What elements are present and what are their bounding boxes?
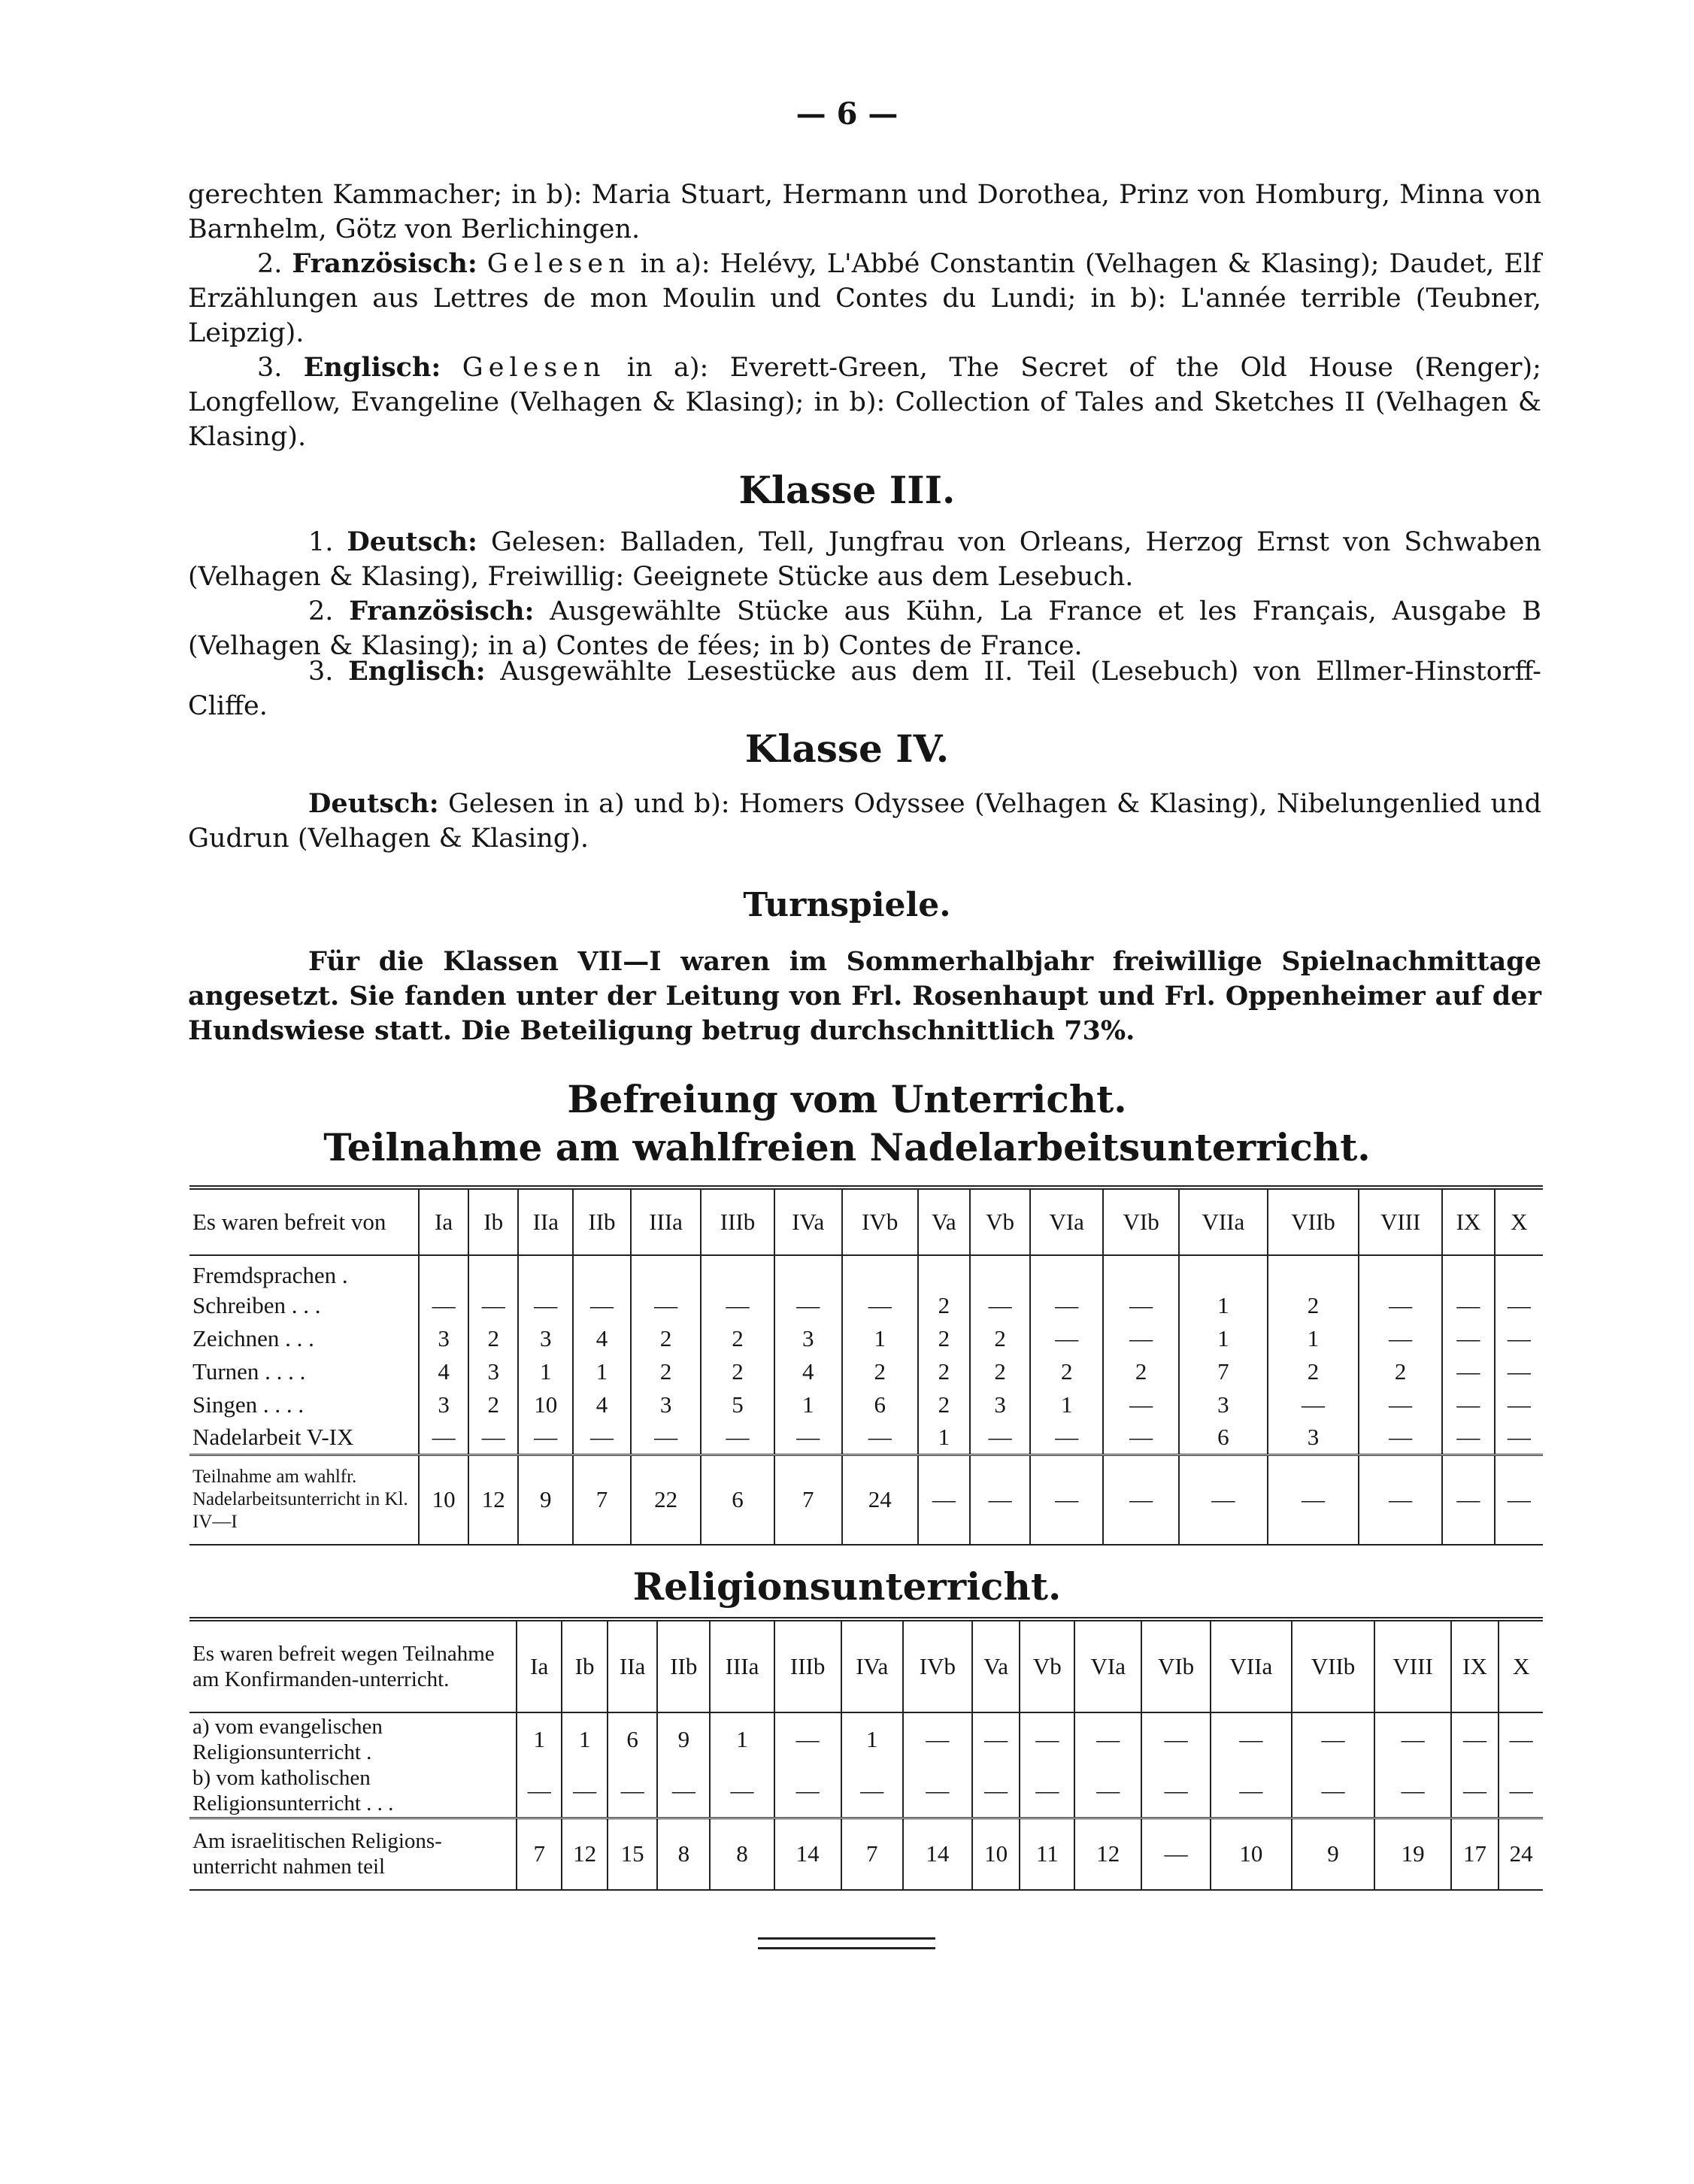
column-header: VIa bbox=[1030, 1188, 1103, 1255]
table-cell: 2 bbox=[970, 1322, 1030, 1355]
column-header: X bbox=[1499, 1619, 1543, 1712]
item-number: 2. bbox=[308, 596, 334, 626]
column-header: Ia bbox=[419, 1188, 468, 1255]
table-cell: — bbox=[518, 1421, 573, 1454]
table-cell: 2 bbox=[631, 1355, 702, 1388]
item-number: 3. bbox=[257, 353, 283, 383]
teilnahme-heading: Teilnahme am wahlfreien Nadelarbeitsunterricht. bbox=[323, 1125, 1371, 1169]
table-corner-label: Es waren befreit von bbox=[192, 1209, 386, 1235]
subject-label: Englisch: bbox=[348, 656, 486, 687]
table-cell: — bbox=[1442, 1322, 1495, 1355]
item-number: 1. bbox=[308, 527, 334, 557]
table-row bbox=[189, 1421, 1543, 1454]
table-cell: 19 bbox=[1374, 1818, 1450, 1890]
table-cell: — bbox=[1374, 1765, 1450, 1818]
table-cell: — bbox=[774, 1765, 841, 1818]
paragraph-text: in a): Everett-Green, The Secret of the Old House (Renger); Longfellow, Evangeline (Velhagen & Klasing); in b): Collection of Tales and Sketches II (Velhagen & Klasing). bbox=[188, 353, 1541, 452]
table-cell bbox=[1442, 1255, 1495, 1289]
table-cell: 2 bbox=[631, 1322, 702, 1355]
table-cell: 9 bbox=[657, 1712, 710, 1765]
table-cell bbox=[419, 1255, 468, 1289]
table-cell: 14 bbox=[903, 1818, 972, 1890]
table-cell: 10 bbox=[1211, 1818, 1292, 1890]
table-cell: — bbox=[1442, 1421, 1495, 1454]
table-cell: 10 bbox=[419, 1454, 468, 1545]
table-cell: — bbox=[1141, 1765, 1211, 1818]
row-label: Zeichnen . . . bbox=[192, 1325, 314, 1351]
paragraph-franzoesisch bbox=[188, 247, 1541, 350]
table-cell: — bbox=[1495, 1322, 1543, 1355]
table-cell: 2 bbox=[1268, 1289, 1359, 1322]
table-cell: — bbox=[701, 1289, 774, 1322]
row-label: Nadelarbeit V-IX bbox=[192, 1424, 354, 1451]
column-header: IIb bbox=[657, 1619, 710, 1712]
table-cell: 5 bbox=[701, 1388, 774, 1421]
table-cell: — bbox=[1495, 1421, 1543, 1454]
column-header: VIb bbox=[1103, 1188, 1179, 1255]
table-cell: — bbox=[1020, 1765, 1074, 1818]
table-cell: — bbox=[1359, 1421, 1442, 1454]
column-header: VIII bbox=[1374, 1619, 1450, 1712]
table-cell: 6 bbox=[608, 1712, 658, 1765]
column-header: IIa bbox=[608, 1619, 658, 1712]
table-cell: — bbox=[774, 1421, 842, 1454]
table-cell: — bbox=[1442, 1388, 1495, 1421]
table-cell: — bbox=[1292, 1765, 1375, 1818]
table-cell: 10 bbox=[972, 1818, 1020, 1890]
row-label: a) vom evangelischen Religionsunterricht . bbox=[192, 1714, 383, 1764]
table-cell: — bbox=[710, 1765, 774, 1818]
table-cell: 24 bbox=[1499, 1818, 1543, 1890]
table-cell: — bbox=[970, 1421, 1030, 1454]
item-number: 2. bbox=[257, 249, 283, 279]
table-cell: — bbox=[1495, 1355, 1543, 1388]
paragraph-k3-englisch bbox=[188, 654, 1541, 723]
table-cell: 11 bbox=[1020, 1818, 1074, 1890]
row-label: Teilnahme am wahlfr. Nadelarbeitsunterricht in Kl. IV—I bbox=[192, 1467, 408, 1533]
table-cell: — bbox=[1074, 1765, 1141, 1818]
table-cell: 6 bbox=[701, 1454, 774, 1545]
table-row bbox=[189, 1255, 1543, 1289]
table-cell: — bbox=[573, 1421, 630, 1454]
table-cell: 2 bbox=[1030, 1355, 1103, 1388]
table-cell: 1 bbox=[1179, 1289, 1268, 1322]
column-header: Vb bbox=[1020, 1619, 1074, 1712]
table-row-total bbox=[189, 1454, 1543, 1545]
column-header: VIb bbox=[1141, 1619, 1211, 1712]
table-cell: 2 bbox=[1103, 1355, 1179, 1388]
table-cell: — bbox=[419, 1289, 468, 1322]
table-cell: — bbox=[970, 1454, 1030, 1545]
table-cell: — bbox=[631, 1289, 702, 1322]
table-cell: 3 bbox=[419, 1388, 468, 1421]
table-cell: 3 bbox=[631, 1388, 702, 1421]
column-header: VIIa bbox=[1211, 1619, 1292, 1712]
table-cell: — bbox=[1103, 1388, 1179, 1421]
subject-label: Deutsch: bbox=[308, 788, 439, 819]
table-cell: — bbox=[468, 1289, 518, 1322]
table-cell: — bbox=[631, 1421, 702, 1454]
table-cell: 8 bbox=[710, 1818, 774, 1890]
table-cell bbox=[573, 1255, 630, 1289]
column-header: X bbox=[1495, 1188, 1543, 1255]
table-cell bbox=[518, 1255, 573, 1289]
table-cell bbox=[918, 1255, 971, 1289]
table-cell: 2 bbox=[918, 1355, 971, 1388]
column-header: IIa bbox=[518, 1188, 573, 1255]
table-cell: 14 bbox=[774, 1818, 841, 1890]
table-cell: 7 bbox=[841, 1818, 903, 1890]
table-row bbox=[189, 1355, 1543, 1388]
table-cell: — bbox=[918, 1454, 971, 1545]
table-cell: — bbox=[573, 1289, 630, 1322]
table-cell: 7 bbox=[774, 1454, 842, 1545]
table-cell: — bbox=[419, 1421, 468, 1454]
table-cell: 3 bbox=[774, 1322, 842, 1355]
table-cell: 2 bbox=[1359, 1355, 1442, 1388]
table-cell: 3 bbox=[468, 1355, 518, 1388]
religion-table bbox=[189, 1617, 1543, 1891]
read-label: Gelesen bbox=[462, 353, 606, 383]
row-label: b) vom katholischen Religionsunterricht . . . bbox=[192, 1766, 394, 1816]
table-cell bbox=[701, 1255, 774, 1289]
table-cell bbox=[1030, 1255, 1103, 1289]
table-cell: — bbox=[1141, 1712, 1211, 1765]
table-cell: — bbox=[842, 1421, 918, 1454]
column-header: Ia bbox=[517, 1619, 562, 1712]
table-cell: 6 bbox=[842, 1388, 918, 1421]
paragraph-k4-deutsch bbox=[188, 787, 1541, 856]
table-cell: — bbox=[562, 1765, 607, 1818]
table-cell: — bbox=[518, 1289, 573, 1322]
table-cell: — bbox=[1292, 1712, 1375, 1765]
table-cell: — bbox=[608, 1765, 658, 1818]
column-header: IIIa bbox=[710, 1619, 774, 1712]
table-cell: — bbox=[1359, 1388, 1442, 1421]
subject-label: Französisch: bbox=[292, 248, 477, 279]
column-header: Vb bbox=[970, 1188, 1030, 1255]
table-cell: 9 bbox=[518, 1454, 573, 1545]
table-cell: 2 bbox=[970, 1355, 1030, 1388]
table-cell: 1 bbox=[562, 1712, 607, 1765]
table-cell: — bbox=[1499, 1712, 1543, 1765]
table-cell: 1 bbox=[1268, 1322, 1359, 1355]
turnspiele-heading: Turnspiele. bbox=[743, 886, 951, 924]
table-cell: 4 bbox=[573, 1388, 630, 1421]
table-cell: — bbox=[1103, 1289, 1179, 1322]
table-cell: — bbox=[1020, 1712, 1074, 1765]
table-cell: 2 bbox=[468, 1322, 518, 1355]
column-header: IIIa bbox=[631, 1188, 702, 1255]
table-cell: 1 bbox=[710, 1712, 774, 1765]
table-cell: — bbox=[774, 1289, 842, 1322]
row-label: Am israelitischen Religions-unterricht nahmen teil bbox=[192, 1829, 442, 1879]
table-cell: 1 bbox=[1030, 1388, 1103, 1421]
table-cell: — bbox=[1211, 1712, 1292, 1765]
table-cell: 12 bbox=[468, 1454, 518, 1545]
table-cell: 2 bbox=[468, 1388, 518, 1421]
table-cell: — bbox=[1103, 1322, 1179, 1355]
column-header: IIIb bbox=[701, 1188, 774, 1255]
table-cell: — bbox=[701, 1421, 774, 1454]
paragraph-turnspiele bbox=[188, 945, 1541, 1048]
column-header: VIII bbox=[1359, 1188, 1442, 1255]
read-label: Gelesen bbox=[486, 249, 631, 279]
table-cell: — bbox=[903, 1765, 972, 1818]
table-cell: 15 bbox=[608, 1818, 658, 1890]
table-row bbox=[189, 1388, 1543, 1421]
column-header: IVb bbox=[903, 1619, 972, 1712]
table-cell: — bbox=[1030, 1454, 1103, 1545]
paragraph-text: Gelesen: Balladen, Tell, Jungfrau von Orleans, Herzog Ernst von Schwaben (Velhagen & Klasing), Freiwillig: Geeignete Stücke aus dem Lesebuch. bbox=[188, 527, 1541, 592]
table-cell: 6 bbox=[1179, 1421, 1268, 1454]
table-cell: — bbox=[1374, 1712, 1450, 1765]
paragraph-englisch bbox=[188, 350, 1541, 454]
subject-label: Englisch: bbox=[303, 352, 441, 383]
table-cell: — bbox=[1030, 1421, 1103, 1454]
table-row bbox=[189, 1289, 1543, 1322]
column-header: IIIb bbox=[774, 1619, 841, 1712]
column-header: Va bbox=[972, 1619, 1020, 1712]
row-label: Turnen . . . . bbox=[192, 1358, 306, 1385]
table-row bbox=[189, 1322, 1543, 1355]
table-cell: 1 bbox=[774, 1388, 842, 1421]
table-cell: 4 bbox=[573, 1322, 630, 1355]
paragraph-text: Ausgewählte Lesestücke aus dem II. Teil (Lesebuch) von Ellmer-Hinstorff-Cliffe. bbox=[188, 657, 1541, 721]
column-header: IVa bbox=[841, 1619, 903, 1712]
table-cell: — bbox=[1359, 1322, 1442, 1355]
table-cell bbox=[1495, 1255, 1543, 1289]
table-cell: 1 bbox=[573, 1355, 630, 1388]
table-cell: — bbox=[1074, 1712, 1141, 1765]
row-label: Singen . . . . bbox=[192, 1391, 305, 1418]
table-cell: — bbox=[1359, 1289, 1442, 1322]
klasse-3-heading: Klasse III. bbox=[738, 468, 956, 512]
table-cell: 7 bbox=[1179, 1355, 1268, 1388]
table-cell: 1 bbox=[842, 1322, 918, 1355]
table-cell: 1 bbox=[841, 1712, 903, 1765]
table-cell bbox=[774, 1255, 842, 1289]
table-cell: 2 bbox=[918, 1388, 971, 1421]
paragraph-continuation: gerechten Kammacher; in b): Maria Stuart, Hermann und Dorothea, Prinz von Homburg, Minna von Barnhelm, Götz von Berlichingen. bbox=[188, 180, 1541, 244]
table-cell: — bbox=[1359, 1454, 1442, 1545]
table-cell: 1 bbox=[517, 1712, 562, 1765]
table-cell: — bbox=[1442, 1454, 1495, 1545]
table-cell: 3 bbox=[1268, 1421, 1359, 1454]
table-cell: — bbox=[842, 1289, 918, 1322]
subject-label: Französisch: bbox=[349, 596, 535, 626]
table-cell: — bbox=[1495, 1454, 1543, 1545]
table-cell: — bbox=[1499, 1765, 1543, 1818]
column-header: Va bbox=[918, 1188, 971, 1255]
paragraph-k3-franzoesisch bbox=[188, 594, 1541, 663]
table-row bbox=[189, 1765, 1543, 1818]
table-cell: 3 bbox=[419, 1322, 468, 1355]
table-cell: — bbox=[1103, 1421, 1179, 1454]
table-row-total bbox=[189, 1818, 1543, 1890]
table-cell: 1 bbox=[1179, 1322, 1268, 1355]
column-header: Ib bbox=[468, 1188, 518, 1255]
table-cell: 7 bbox=[517, 1818, 562, 1890]
table-cell bbox=[631, 1255, 702, 1289]
table-cell bbox=[468, 1255, 518, 1289]
table-cell: — bbox=[1268, 1388, 1359, 1421]
table-cell: 9 bbox=[1292, 1818, 1375, 1890]
paragraph-text: Ausgewählte Stücke aus Kühn, La France et les Français, Ausgabe B (Velhagen & Klasing); in a) Contes de fées; in b) Contes de France. bbox=[188, 596, 1541, 661]
column-header: VIIa bbox=[1179, 1188, 1268, 1255]
table-cell: 12 bbox=[1074, 1818, 1141, 1890]
table-cell: — bbox=[1495, 1289, 1543, 1322]
column-header: IX bbox=[1442, 1188, 1495, 1255]
table-cell: — bbox=[1179, 1454, 1268, 1545]
table-cell: — bbox=[468, 1421, 518, 1454]
item-number: 3. bbox=[308, 657, 334, 687]
column-header: VIa bbox=[1074, 1619, 1141, 1712]
column-header: Ib bbox=[562, 1619, 607, 1712]
klasse-4-heading: Klasse IV. bbox=[744, 726, 950, 771]
table-cell: 17 bbox=[1451, 1818, 1499, 1890]
table-cell: 3 bbox=[1179, 1388, 1268, 1421]
paragraph-k3-deutsch bbox=[188, 525, 1541, 594]
table-cell: 12 bbox=[562, 1818, 607, 1890]
table-cell: 2 bbox=[701, 1322, 774, 1355]
column-header: IX bbox=[1451, 1619, 1499, 1712]
befreiung-table bbox=[189, 1185, 1543, 1545]
table-corner-label: Es waren befreit wegen Teilnahme am Konfirmanden-unterricht. bbox=[192, 1642, 495, 1691]
table-cell bbox=[1179, 1255, 1268, 1289]
subject-label: Deutsch: bbox=[347, 526, 477, 557]
table-cell bbox=[1268, 1255, 1359, 1289]
paragraph-text: Gelesen in a) und b): Homers Odyssee (Velhagen & Klasing), Nibelungenlied und Gudrun (Velhagen & Klasing). bbox=[188, 789, 1541, 854]
table-cell: 2 bbox=[701, 1355, 774, 1388]
table-cell: 3 bbox=[518, 1322, 573, 1355]
table-cell: — bbox=[1268, 1454, 1359, 1545]
column-header: IVb bbox=[842, 1188, 918, 1255]
befreiung-heading: Befreiung vom Unterricht. bbox=[567, 1077, 1127, 1121]
table-cell: — bbox=[841, 1765, 903, 1818]
paragraph-text: in a): Helévy, L'Abbé Constantin (Velhagen & Klasing); Daudet, Elf Erzählungen aus Lettres de mon Moulin und Contes du Lundi; in b): L'année terrible (Teubner, Leipzig). bbox=[188, 249, 1541, 348]
table-cell: 10 bbox=[518, 1388, 573, 1421]
table-cell bbox=[842, 1255, 918, 1289]
table-cell: — bbox=[1442, 1289, 1495, 1322]
table-cell: 22 bbox=[631, 1454, 702, 1545]
column-header: VIIb bbox=[1268, 1188, 1359, 1255]
table-cell: 3 bbox=[970, 1388, 1030, 1421]
table-cell: — bbox=[1103, 1454, 1179, 1545]
table-cell: 2 bbox=[1268, 1355, 1359, 1388]
table-cell: — bbox=[972, 1765, 1020, 1818]
table-cell bbox=[1103, 1255, 1179, 1289]
table-cell: 2 bbox=[918, 1289, 971, 1322]
table-cell bbox=[1359, 1255, 1442, 1289]
table-cell: — bbox=[657, 1765, 710, 1818]
paragraph-text: Für die Klassen VII—I waren im Sommerhalbjahr freiwillige Spielnachmittage angesetzt. Sie fanden unter der Leitung von Frl. Rosenhaupt und Frl. Oppenheimer auf der Hundswiese statt. Die Beteiligung betrug durchschnittlich 73%. bbox=[188, 946, 1541, 1046]
column-header: VIIb bbox=[1292, 1619, 1375, 1712]
table-cell: 2 bbox=[842, 1355, 918, 1388]
table-cell: — bbox=[972, 1712, 1020, 1765]
table-cell: — bbox=[1141, 1818, 1211, 1890]
table-cell: 4 bbox=[774, 1355, 842, 1388]
page-number: — 6 — bbox=[795, 96, 899, 132]
table-cell: — bbox=[1442, 1355, 1495, 1388]
table-cell: — bbox=[903, 1712, 972, 1765]
row-label: Fremdsprachen . bbox=[192, 1262, 348, 1288]
table-cell: 24 bbox=[842, 1454, 918, 1545]
table-cell: — bbox=[970, 1289, 1030, 1322]
table-cell: 8 bbox=[657, 1818, 710, 1890]
table-cell: — bbox=[1211, 1765, 1292, 1818]
end-rule bbox=[758, 1937, 935, 1949]
row-label: Schreiben . . . bbox=[192, 1292, 321, 1318]
table-cell: 1 bbox=[918, 1421, 971, 1454]
table-cell: — bbox=[1030, 1289, 1103, 1322]
table-cell bbox=[970, 1255, 1030, 1289]
table-cell: — bbox=[1451, 1765, 1499, 1818]
table-cell: — bbox=[517, 1765, 562, 1818]
table-row bbox=[189, 1712, 1543, 1765]
column-header: IVa bbox=[774, 1188, 842, 1255]
table-cell: — bbox=[774, 1712, 841, 1765]
table-cell: — bbox=[1451, 1712, 1499, 1765]
table-cell: 2 bbox=[918, 1322, 971, 1355]
religion-heading: Religionsunterricht. bbox=[632, 1564, 1062, 1609]
table-cell: — bbox=[1495, 1388, 1543, 1421]
table-cell: 4 bbox=[419, 1355, 468, 1388]
column-header: IIb bbox=[573, 1188, 630, 1255]
table-cell: 1 bbox=[518, 1355, 573, 1388]
table-cell: — bbox=[1030, 1322, 1103, 1355]
table-cell: 7 bbox=[573, 1454, 630, 1545]
